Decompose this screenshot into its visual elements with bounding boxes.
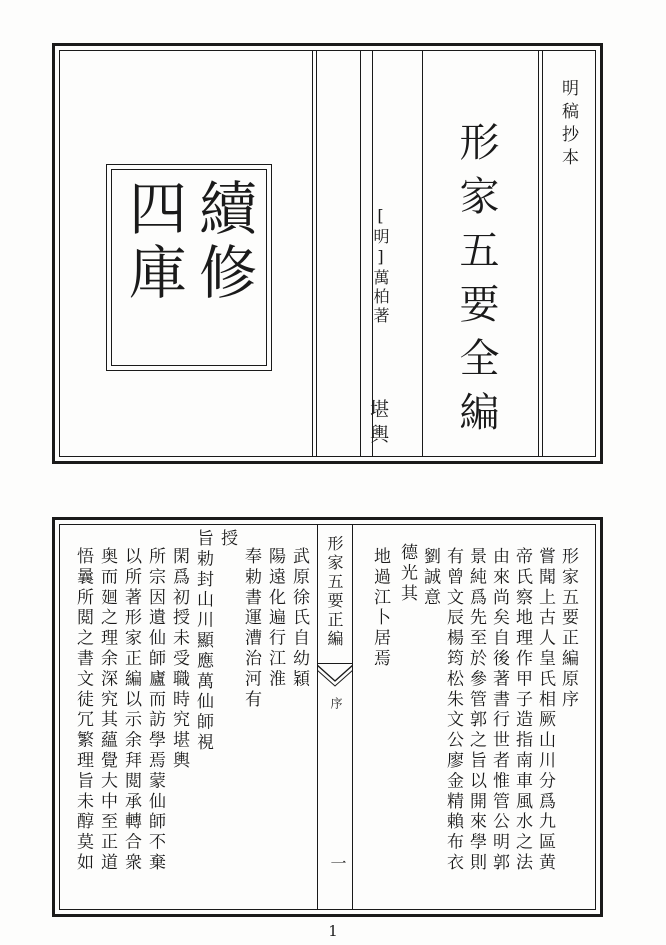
center-strip-title: 形家五要正編 bbox=[325, 535, 344, 649]
center-strip-line bbox=[352, 525, 353, 909]
center-strip-line bbox=[317, 525, 318, 909]
text-column: 陽遠化遍行江淮 bbox=[265, 547, 285, 690]
text-column: 地過江卜居焉 bbox=[370, 547, 390, 670]
collection-seal bbox=[106, 164, 272, 371]
text-column: 奉勅書運漕治河有 bbox=[241, 547, 261, 711]
text-column: 帝氏察地理作甲子造指南車風水之法 bbox=[512, 547, 532, 874]
text-column: 以所著形家正編以示余拜閲承轉合衆 bbox=[121, 547, 141, 874]
seal-inner-border bbox=[111, 169, 267, 366]
center-strip-rule bbox=[317, 663, 353, 664]
collection-label: 明稿抄本 bbox=[558, 79, 578, 171]
text-column: 嘗聞上古人皇氏相厥山川分爲九區黄 bbox=[535, 547, 555, 874]
seal-text-right: 續修 bbox=[189, 178, 257, 306]
page-number: 1 bbox=[328, 922, 338, 940]
text-column: 武原徐氏自幼穎 bbox=[289, 547, 309, 690]
text-column: 德光其 bbox=[397, 543, 417, 605]
category-label: 堪輿 bbox=[367, 399, 389, 449]
cover-divider bbox=[360, 51, 361, 456]
text-column: 景純爲先至於參管郭之旨以開來學則 bbox=[466, 547, 486, 874]
text-column: 有曾文辰楊筠松朱文公廖金精賴布衣 bbox=[443, 547, 463, 874]
text-column: 授 bbox=[217, 529, 237, 550]
preface-inner-border bbox=[59, 524, 596, 910]
text-column: 悟曩所閲之書文徒冗繁理旨未醇莫如 bbox=[73, 547, 93, 874]
cover-divider bbox=[316, 51, 317, 456]
text-column: 奥而廻之理余深究其蘊覺大中至正道 bbox=[97, 547, 117, 874]
seal-text-left: 四庫 bbox=[119, 178, 187, 306]
text-column: 閑爲初授未受職時究堪輿 bbox=[169, 547, 189, 772]
text-column: 由來尚矣自後著書行世者惟管公明郭 bbox=[489, 547, 509, 874]
section-label: 序 bbox=[329, 697, 343, 709]
cover-divider bbox=[312, 51, 313, 456]
text-column: 形家五要正編原序 bbox=[558, 547, 578, 711]
text-column: 旨勅封山川顯應萬仙師視 bbox=[193, 529, 213, 754]
text-column: 所宗因遺仙師廬而訪學焉蒙仙師不棄 bbox=[145, 547, 165, 874]
book-title: 形家五要全編 bbox=[453, 121, 499, 445]
cover-divider bbox=[542, 51, 543, 456]
author-line: [明]萬柏著 bbox=[371, 206, 390, 326]
preface-panel bbox=[52, 517, 603, 917]
cover-divider bbox=[422, 51, 423, 456]
cover-inner-border bbox=[59, 50, 596, 457]
leaf-number: 一 bbox=[328, 855, 347, 871]
cover-divider bbox=[538, 51, 539, 456]
fish-tail-mark bbox=[317, 665, 353, 687]
text-column: 劉誠意 bbox=[420, 547, 440, 609]
cover-panel bbox=[52, 43, 603, 464]
